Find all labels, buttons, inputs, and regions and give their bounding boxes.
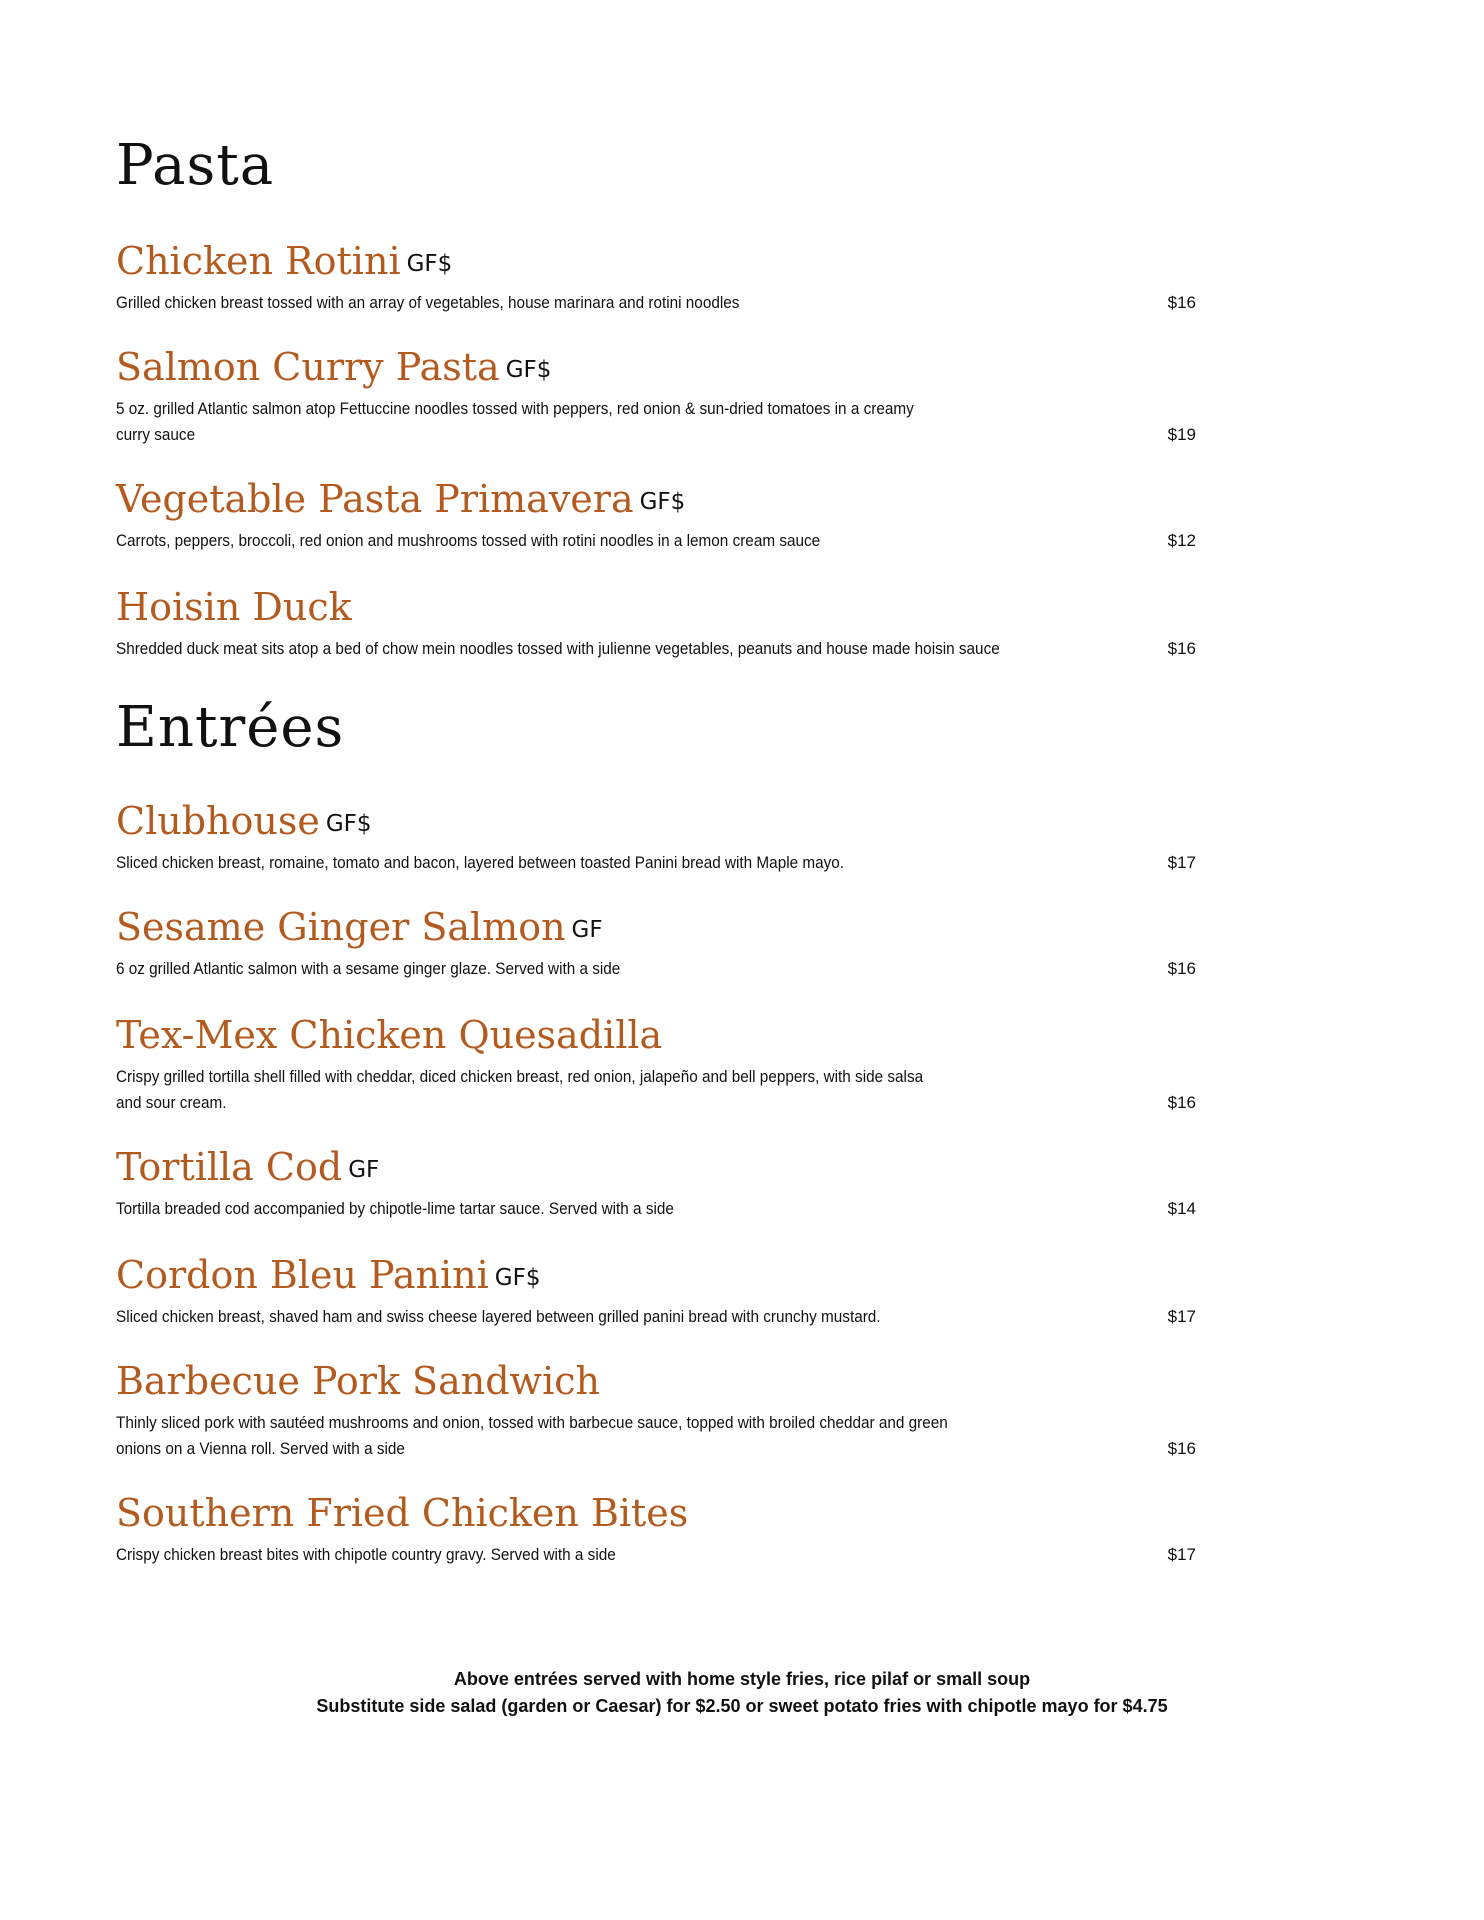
item-tag: GF	[348, 1157, 380, 1183]
item-price: $17	[1167, 1307, 1196, 1326]
menu-item-vegetable-pasta-primavera	[116, 477, 1196, 554]
section-title-pasta: Pasta	[116, 133, 275, 198]
sides-note-line-1: Above entrées served with home style fries, rice pilaf or small soup	[453, 1669, 1031, 1689]
item-description: 6 oz grilled Atlantic salmon with a sesame ginger glaze. Served with a side	[116, 959, 621, 978]
item-tag: GF$	[639, 489, 686, 515]
item-tag: GF	[571, 917, 603, 943]
menu-item-clubhouse	[116, 799, 1196, 876]
menu-item-hoisin-duck	[116, 585, 1196, 662]
item-description: Crispy chicken breast bites with chipotle country gravy. Served with a side	[116, 1545, 616, 1564]
item-description: Tortilla breaded cod accompanied by chipotle-lime tartar sauce. Served with a side	[116, 1199, 674, 1218]
item-tag: GF$	[505, 357, 552, 383]
menu-item-barbecue-pork-sandwich	[116, 1359, 1196, 1462]
item-price: $16	[1167, 639, 1196, 658]
item-name: Barbecue Pork Sandwich	[116, 1359, 600, 1403]
menu-item-sesame-ginger-salmon	[116, 905, 1196, 982]
item-price: $14	[1167, 1199, 1196, 1218]
menu-item-southern-fried-chicken-bites	[116, 1491, 1196, 1568]
item-description: Thinly sliced pork with sautéed mushrooms and onion, tossed with barbecue sauce, topped with broiled cheddar and green onions on a Vienna roll. Served with a side	[116, 1413, 948, 1458]
sides-note	[0, 1666, 1484, 1720]
item-name: Sesame Ginger Salmon	[116, 905, 566, 949]
item-description: Sliced chicken breast, shaved ham and swiss cheese layered between grilled panini bread with crunchy mustard.	[116, 1307, 881, 1326]
menu-item-chicken-rotini	[116, 239, 1196, 316]
item-price: $12	[1167, 531, 1196, 550]
item-price: $17	[1167, 853, 1196, 872]
item-name: Salmon Curry Pasta	[116, 345, 500, 389]
item-name: Chicken Rotini	[116, 239, 401, 283]
item-name: Clubhouse	[116, 799, 320, 843]
item-price: $17	[1167, 1545, 1196, 1564]
item-name: Tortilla Cod	[116, 1145, 343, 1189]
item-tag: GF$	[406, 251, 453, 277]
item-price: $16	[1167, 1439, 1196, 1458]
menu-item-salmon-curry-pasta	[116, 345, 1196, 448]
item-name: Cordon Bleu Panini	[116, 1253, 489, 1297]
menu-item-tortilla-cod	[116, 1145, 1196, 1222]
item-name: Hoisin Duck	[116, 585, 352, 629]
item-price: $16	[1167, 1093, 1196, 1112]
item-price: $16	[1167, 959, 1196, 978]
item-price: $19	[1167, 425, 1196, 444]
item-tag: GF$	[494, 1265, 541, 1291]
item-description: Sliced chicken breast, romaine, tomato and bacon, layered between toasted Panini bread with Maple mayo.	[116, 853, 845, 872]
item-description: Shredded duck meat sits atop a bed of chow mein noodles tossed with julienne vegetables, peanuts and house made hoisin sauce	[116, 639, 1000, 658]
section-title-entrees: Entrées	[116, 695, 345, 760]
item-description: 5 oz. grilled Atlantic salmon atop Fettuccine noodles tossed with peppers, red onion & sun-dried tomatoes in a creamy curry sauce	[116, 399, 914, 444]
item-name: Southern Fried Chicken Bites	[116, 1491, 689, 1535]
menu-item-cordon-bleu-panini	[116, 1253, 1196, 1330]
item-tag: GF$	[325, 811, 372, 837]
item-description: Grilled chicken breast tossed with an array of vegetables, house marinara and rotini noodles	[116, 293, 740, 312]
item-description: Crispy grilled tortilla shell filled with cheddar, diced chicken breast, red onion, jalapeño and bell peppers, with side salsa and sour cream.	[116, 1067, 924, 1112]
item-price: $16	[1167, 293, 1196, 312]
item-name: Vegetable Pasta Primavera	[116, 477, 634, 521]
sides-note-line-2: Substitute side salad (garden or Caesar) for $2.50 or sweet potato fries with chipotle mayo for $4.75	[316, 1696, 1168, 1716]
item-name: Tex-Mex Chicken Quesadilla	[116, 1013, 663, 1057]
menu-item-tex-mex-chicken-quesadilla	[116, 1013, 1196, 1116]
item-description: Carrots, peppers, broccoli, red onion and mushrooms tossed with rotini noodles in a lemon cream sauce	[116, 531, 821, 550]
